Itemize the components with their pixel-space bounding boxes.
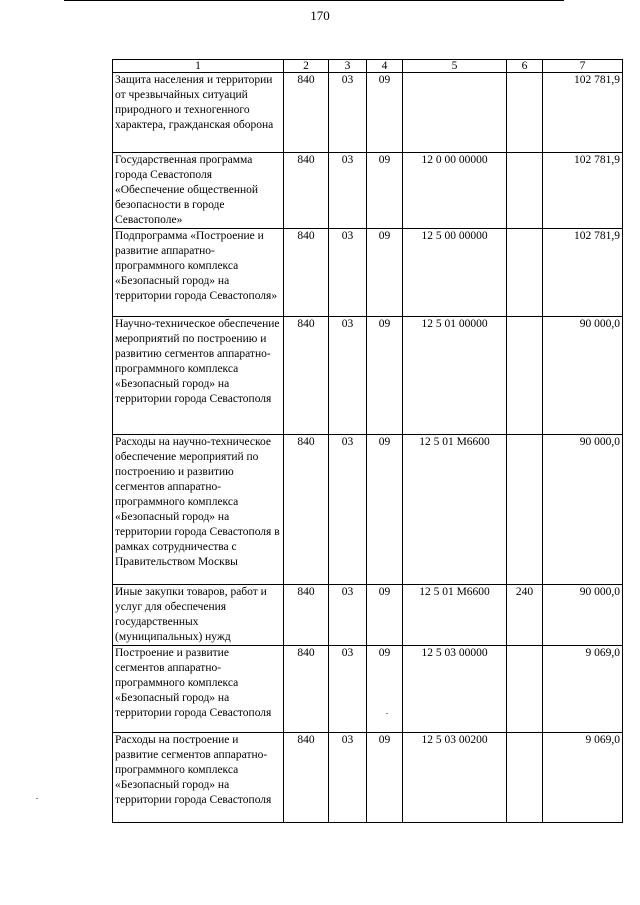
cell-name: Построение и развитие сегментов аппаратно-программного комплекса «Безопасный город» на территории города Севастополя	[113, 646, 284, 733]
cell-csr: 12 5 00 00000	[403, 229, 507, 317]
cell-csr: 12 5 03 00200	[403, 733, 507, 823]
cell-vr: 240	[507, 585, 543, 646]
cell-pr: 09	[367, 229, 403, 317]
cell-csr: 12 5 01 00000	[403, 317, 507, 435]
cell-name: Иные закупки товаров, работ и услуг для обеспечения государственных (муниципальных) нужд	[113, 585, 284, 646]
cell-sum: 102 781,9	[543, 73, 623, 153]
cell-sum: 9 069,0	[543, 646, 623, 733]
cell-pr: 09	[367, 435, 403, 585]
budget-table	[112, 59, 623, 823]
cell-name: Защита населения и территории от чрезвычайных ситуаций природного и техногенного характера, гражданская оборона	[113, 73, 284, 153]
cell-sum: 102 781,9	[543, 153, 623, 229]
cell-ved: 840	[284, 733, 329, 823]
cell-pr: 09	[367, 73, 403, 153]
scan-speck	[36, 798, 38, 799]
cell-vr	[507, 646, 543, 733]
table-row	[113, 733, 623, 823]
cell-sum: 90 000,0	[543, 317, 623, 435]
table-row	[113, 73, 623, 153]
column-header: 7	[543, 60, 623, 73]
cell-name: Научно-техническое обеспечение мероприятий по построению и развитию сегментов аппаратно-программного комплекса «Безопасный город» на территории города Севастополя	[113, 317, 284, 435]
cell-pr: 09	[367, 733, 403, 823]
column-header: 3	[329, 60, 367, 73]
table-row	[113, 229, 623, 317]
cell-rz: 03	[329, 73, 367, 153]
table-row	[113, 585, 623, 646]
column-header: 2	[284, 60, 329, 73]
cell-rz: 03	[329, 585, 367, 646]
cell-vr	[507, 733, 543, 823]
column-header: 6	[507, 60, 543, 73]
cell-ved: 840	[284, 153, 329, 229]
cell-name: Государственная программа города Севастополя «Обеспечение общественной безопасности в городе Севастополе»	[113, 153, 284, 229]
table-row	[113, 646, 623, 733]
cell-csr: 12 0 00 00000	[403, 153, 507, 229]
cell-rz: 03	[329, 317, 367, 435]
column-header: 4	[367, 60, 403, 73]
top-rule	[64, 0, 564, 1]
cell-rz: 03	[329, 229, 367, 317]
cell-ved: 840	[284, 646, 329, 733]
cell-pr: 09	[367, 646, 403, 733]
column-header: 5	[403, 60, 507, 73]
scan-speck	[386, 713, 388, 714]
cell-vr	[507, 435, 543, 585]
cell-ved: 840	[284, 73, 329, 153]
cell-vr	[507, 229, 543, 317]
cell-vr	[507, 153, 543, 229]
table-row	[113, 435, 623, 585]
cell-vr	[507, 73, 543, 153]
cell-sum: 102 781,9	[543, 229, 623, 317]
cell-ved: 840	[284, 435, 329, 585]
cell-ved: 840	[284, 229, 329, 317]
table-row	[113, 317, 623, 435]
cell-sum: 90 000,0	[543, 435, 623, 585]
cell-vr	[507, 317, 543, 435]
cell-rz: 03	[329, 646, 367, 733]
cell-rz: 03	[329, 733, 367, 823]
cell-sum: 9 069,0	[543, 733, 623, 823]
cell-name: Подпрограмма «Построение и развитие аппаратно-программного комплекса «Безопасный город» на территории города Севастополя»	[113, 229, 284, 317]
column-header: 1	[113, 60, 284, 73]
cell-csr: 12 5 03 00000	[403, 646, 507, 733]
table-row	[113, 153, 623, 229]
cell-rz: 03	[329, 435, 367, 585]
cell-pr: 09	[367, 585, 403, 646]
cell-ved: 840	[284, 317, 329, 435]
cell-sum: 90 000,0	[543, 585, 623, 646]
cell-csr	[403, 73, 507, 153]
table-header-row	[113, 60, 623, 73]
cell-pr: 09	[367, 317, 403, 435]
cell-rz: 03	[329, 153, 367, 229]
page-number: 170	[310, 8, 330, 23]
cell-pr: 09	[367, 153, 403, 229]
cell-csr: 12 5 01 М6600	[403, 435, 507, 585]
cell-ved: 840	[284, 585, 329, 646]
cell-name: Расходы на научно-техническое обеспечение мероприятий по построению и развитию сегментов аппаратно-программного комплекса «Безопасный город» на территории города Севастополя в рамках сотрудничества с Правительством Москвы	[113, 435, 284, 585]
cell-name: Расходы на построение и развитие сегментов аппаратно-программного комплекса «Безопасный город» на территории города Севастополя	[113, 733, 284, 823]
cell-csr: 12 5 01 М6600	[403, 585, 507, 646]
